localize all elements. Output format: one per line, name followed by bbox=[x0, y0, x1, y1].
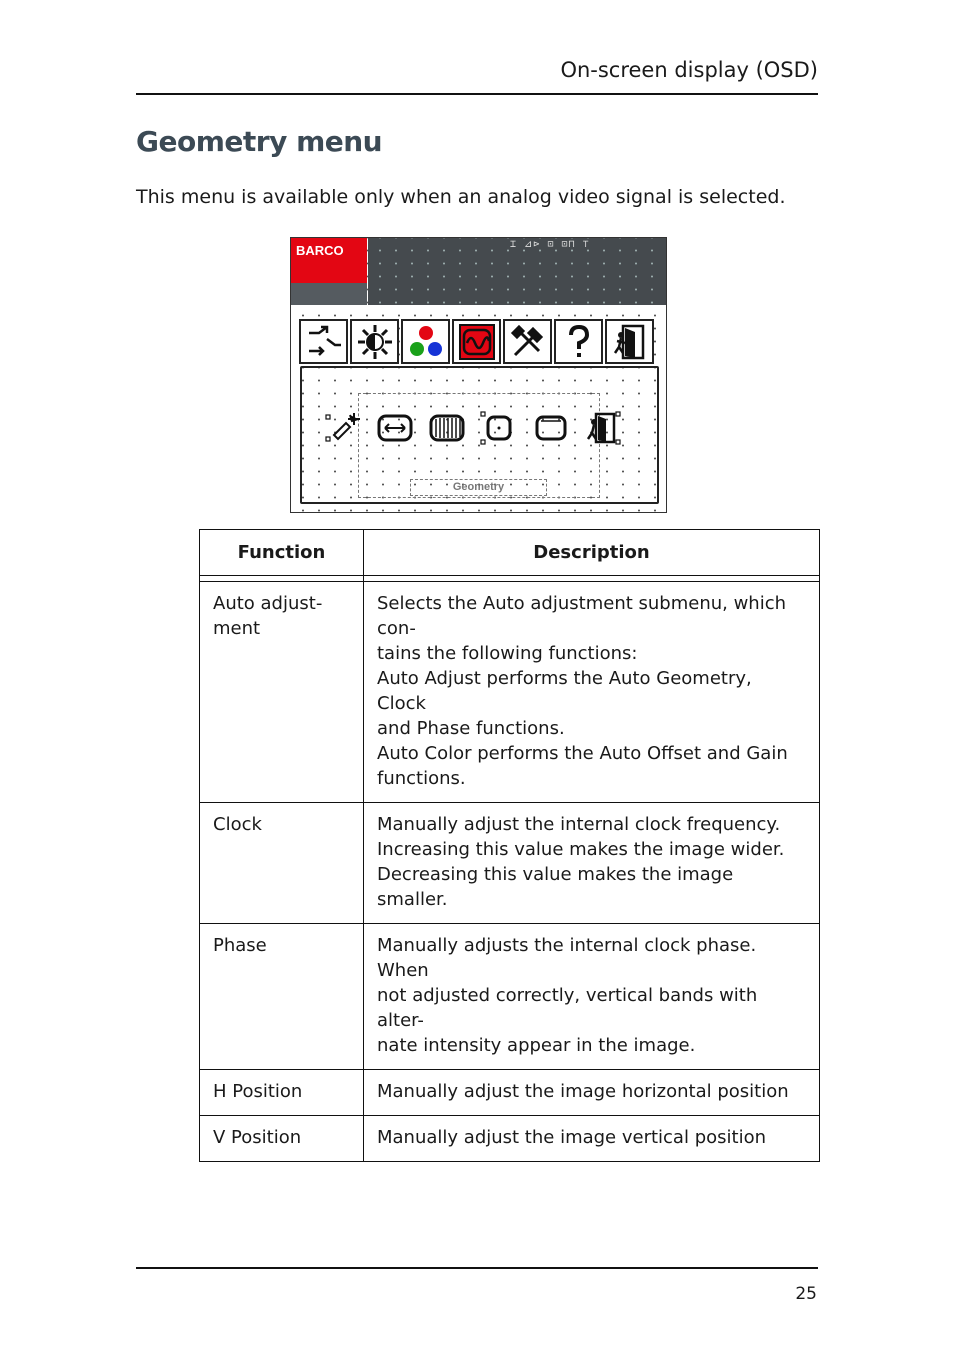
header-rule bbox=[136, 93, 818, 95]
description-cell bbox=[364, 582, 820, 803]
description-line: Increasing this value makes the image wider. bbox=[377, 839, 785, 860]
running-header: On-screen display (OSD) bbox=[560, 58, 818, 82]
submenu-v-position[interactable] bbox=[527, 409, 575, 447]
osd-tab-bar bbox=[299, 319, 656, 364]
description-line: Decreasing this value makes the image smaller. bbox=[377, 864, 734, 910]
function-table bbox=[199, 529, 820, 1162]
footer-rule bbox=[136, 1267, 818, 1269]
v-position-icon bbox=[532, 411, 570, 445]
description-line: Manually adjust the image horizontal position bbox=[377, 1081, 789, 1102]
tab-color[interactable] bbox=[401, 319, 450, 364]
exit-icon bbox=[611, 323, 649, 361]
tab-exit[interactable] bbox=[605, 319, 654, 364]
clock-icon bbox=[376, 411, 414, 445]
osd-caption: Geometry bbox=[410, 479, 547, 496]
function-text: H Position bbox=[213, 1081, 303, 1102]
function-text: Phase bbox=[213, 935, 267, 956]
description-line: and Phase functions. bbox=[377, 718, 565, 739]
description-line: nate intensity appear in the image. bbox=[377, 1035, 696, 1056]
tab-tools[interactable] bbox=[503, 319, 552, 364]
help-icon bbox=[560, 323, 598, 361]
function-cell bbox=[200, 924, 364, 1070]
description-cell bbox=[364, 803, 820, 924]
osd-screenshot bbox=[290, 237, 667, 513]
page-title: Geometry menu bbox=[136, 125, 383, 158]
osd-topbar: ⌶ ⊿⊳ ⊡ ⊡⊓ ⊤ bbox=[368, 238, 666, 305]
auto-adjust-icon bbox=[324, 411, 362, 445]
brightness-icon bbox=[356, 323, 394, 361]
description-cell bbox=[364, 1116, 820, 1162]
description-line: not adjusted correctly, vertical bands with alter- bbox=[377, 985, 758, 1031]
tab-input-select[interactable] bbox=[299, 319, 348, 364]
barco-logo: BARCO bbox=[291, 238, 367, 283]
page-number: 25 bbox=[795, 1284, 817, 1304]
function-cell bbox=[200, 582, 364, 803]
table-row bbox=[200, 1070, 820, 1116]
color-rgb-icon bbox=[407, 323, 445, 361]
description-line: Selects the Auto adjustment submenu, which con- bbox=[377, 593, 787, 639]
table-row bbox=[200, 924, 820, 1070]
osd-submenu-icons bbox=[319, 409, 627, 447]
table-row bbox=[200, 582, 820, 803]
function-cell bbox=[200, 1070, 364, 1116]
description-line: Auto Adjust performs the Auto Geometry, Clock bbox=[377, 668, 752, 714]
submenu-clock[interactable] bbox=[371, 409, 419, 447]
input-select-icon bbox=[305, 323, 343, 361]
exit-icon bbox=[584, 411, 622, 445]
function-cell bbox=[200, 1116, 364, 1162]
h-position-icon bbox=[480, 411, 518, 445]
description-line: Auto Color performs the Auto Offset and Gain bbox=[377, 743, 788, 764]
tab-geometry[interactable] bbox=[452, 319, 501, 364]
function-text: V Position bbox=[213, 1127, 302, 1148]
description-line: Manually adjust the internal clock frequency. bbox=[377, 814, 781, 835]
submenu-auto-adjust[interactable] bbox=[319, 409, 367, 447]
submenu-phase[interactable] bbox=[423, 409, 471, 447]
function-text: Auto adjust- bbox=[213, 593, 323, 614]
header-description: Description bbox=[364, 530, 820, 576]
geometry-wave-icon bbox=[458, 323, 496, 361]
tab-help[interactable] bbox=[554, 319, 603, 364]
tools-icon bbox=[509, 323, 547, 361]
description-line: Manually adjust the image vertical position bbox=[377, 1127, 766, 1148]
header-function: Function bbox=[200, 530, 364, 576]
description-cell bbox=[364, 1070, 820, 1116]
description-line: Manually adjusts the internal clock phase. When bbox=[377, 935, 757, 981]
function-text: Clock bbox=[213, 814, 262, 835]
submenu-exit[interactable] bbox=[579, 409, 627, 447]
description-line: functions. bbox=[377, 768, 466, 789]
description-line: tains the following functions: bbox=[377, 643, 638, 664]
phase-icon bbox=[428, 411, 466, 445]
function-text: ment bbox=[213, 618, 261, 639]
tab-brightness[interactable] bbox=[350, 319, 399, 364]
table-row bbox=[200, 803, 820, 924]
description-cell bbox=[364, 924, 820, 1070]
submenu-h-position[interactable] bbox=[475, 409, 523, 447]
table-row bbox=[200, 1116, 820, 1162]
intro-text: This menu is available only when an analog video signal is selected. bbox=[136, 186, 786, 208]
function-cell bbox=[200, 803, 364, 924]
logo-bar bbox=[291, 283, 367, 305]
